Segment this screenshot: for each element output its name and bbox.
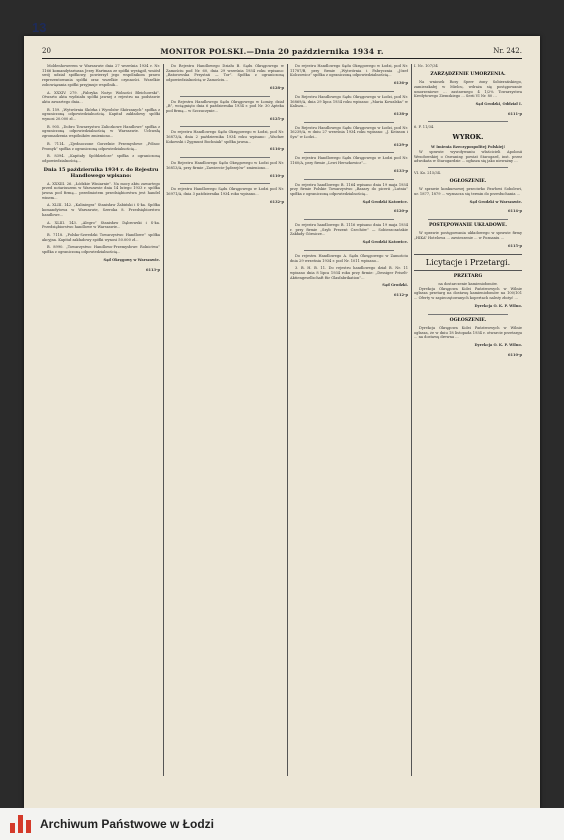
section-heading-large: Licytacje i Przetargi. xyxy=(414,254,522,271)
court-signature: Sąd Okręgowy w Warszawie. xyxy=(103,257,160,262)
notice-text: A. XXXIII. 26. „Łódzkie Winiarnie”. Na mocy aktu zawartego przed notariuszem w Warszawie dnia 14 lutego 1933 r. spółka jawna pod firmą... przedmiotem przedsiębiorstwa jest handel winem... xyxy=(42,181,160,200)
notice-text: Do Rejestru Handlowego Sądu Okręgowego w Łomży, dział „B”, wciągnięto dnia 6 października 1934 r. pod Nr. 30 Apteka pod firmą... w Szczuczynie... xyxy=(166,99,284,113)
notice-ref: 6112-p xyxy=(393,293,408,298)
signature: Dyrekcja O. K. P. Wilno. xyxy=(474,343,522,348)
notice-text: Do rejestru Handlowego Sądu Okręgowego w Łodzi pod Nr. 16971/A, dnia 3 października 1934 roku wpisano... xyxy=(166,187,284,196)
notice-ref: 6115-p xyxy=(507,243,522,248)
archive-footer xyxy=(0,808,564,840)
divider xyxy=(428,121,508,122)
notice-text: 3. B. H. B. 11. Do rejestru handlowego dział B. Nr. 11 wpisano dnia 8 lipca 1934 roku przy firmie: „Dessiger Priselt-Aktiengesellschaft für Glasfabrikation”... xyxy=(290,266,408,280)
page-number: 20 xyxy=(42,47,51,55)
divider xyxy=(180,96,270,97)
section-heading: POSTĘPOWANIE UKŁADOWE. xyxy=(428,222,508,228)
notice-text: Na wniosek Rosy Sperr żony Sobierańskiego, zamieszkałej w Mielcu, wdraża się postępowanie umorzeniowe ... zastawnego 4 1/2% Towarzystwa Kredytowego Ziemskiego ... Serii VI Nr. 80 ... xyxy=(414,80,522,99)
notice-text: Dyrekcja Okręgowa Kolei Państwowych w Wilnie ogłasza przetarg na dostawę kamieniołomów na 100/101 ... Oferty w zapieczętowanych kopertach należy złożyć ... xyxy=(414,286,522,301)
page-header xyxy=(42,44,522,59)
column-4 xyxy=(414,64,522,776)
notice-ref: 6128-p xyxy=(269,85,284,90)
notice-text: W sprawie wywoływaniu właścicieli Apolonii Wesołowskiej o Oswaniny, powiat Starogard, inst. przez adwokata w Starogardzie ... ogłasza się jako nieważny ... xyxy=(414,149,522,164)
divider xyxy=(180,126,270,127)
column-1 xyxy=(42,64,160,776)
notice-text: Do Rejestru Handlowego Sądu Okręgowego w Łodzi, pod Nr. 16869/A, dnia 29 lipca 1934 roku wpisano: „Maria Kowalska” w Kaliszu... xyxy=(290,94,408,109)
notice-text: Do rejestru Handlowego Sądu Okręgowego w Łodzi pod Nr. 1160/A, przy firmie „Lewi Herszkowicz”... xyxy=(290,156,408,166)
column-divider xyxy=(411,64,412,776)
notice-ref: 6110-p xyxy=(507,352,522,357)
court-signature: Sąd Grodzki. xyxy=(382,283,408,288)
divider xyxy=(304,122,394,123)
notice-text: B. 159. „Wytwórnia Skórka i Wyrobów Skórzanych” spółka z ograniczoną odpowiedzialnością. Kapitał zakładowy spółki wynosi 20.000 zł... xyxy=(42,107,160,122)
case-number: I. Nc. 107/34 xyxy=(414,64,438,68)
notice-ref: 6111-p xyxy=(507,111,522,116)
notice-text: A. XLIII. 143. „Alegro” Stanisław Dąbrowski i S-ka. Przedsiębiorstwo handlowe w Warszawie... xyxy=(42,220,160,230)
section-heading: Dnia 15 października 1934 r. do Rejestru Handlowego wpisano: xyxy=(43,166,159,179)
notice-ref: 6132-p xyxy=(269,199,284,204)
notice-text: Do rejestru handlowego B. 1116 wpisano dnia 19 maja 1934 r. przy firmie „Szyb Prezent Czechów” — Sobieszczańskie Zakłady Górnicze... xyxy=(290,223,408,237)
publication-title: MONITOR POLSKI.—Dnia 20 października 1934 r. xyxy=(160,46,384,56)
case-number: 6. F. 11/34. xyxy=(414,125,435,130)
divider xyxy=(304,91,394,92)
notice-text: B. 8394. „Kapitały Spółdzielcze” spółka z ograniczoną odpowiedzialnością... xyxy=(42,154,160,163)
notice-text: Moldenhowerem w Warszawie dnia 27 września 1934 r. Nr. 1166 komandytariusza Jerzy Hartman ze spółki wystąpił, wniósł swój udział spółkowy, powierzył jego wspólnikom prawo reprezentowania spółki oraz wszelkie czynności. Wszelkie zobowiązania spółki przyjmuje wspólnik... xyxy=(42,64,160,87)
section-subheading: W Imienia Rzeczypospolitej Polskiej! xyxy=(430,145,506,150)
divider xyxy=(304,250,394,251)
court-signature: Sąd Grodzki Katowice. xyxy=(362,240,408,245)
divider xyxy=(428,167,508,168)
notice-text: A. XLIII. 142. „Kaliniegra” Stanisław Żabiński i S-ka. Spółka komandytowa w Warszawie, Szeroka 8. Przedsiębiorstwo handlowe... xyxy=(42,203,160,217)
notice-ref: 6114-p xyxy=(507,209,522,214)
notice-ref: 6136-p xyxy=(393,81,408,86)
section-heading: OGŁOSZENIE. xyxy=(449,178,487,184)
divider xyxy=(180,157,270,158)
notice-text: B. 905. „Dobro Towarzystwo Zaliczkowe Handlowe” spółka z ograniczoną odpowiedzialnością w Warszawie. Uchwałą zgromadzenia wspólników zmieniono... xyxy=(42,124,160,139)
archive-name: Archiwum Państwowe w Łodzi xyxy=(40,817,215,831)
section-heading: ZARZĄDZENIE UMORZENIA. xyxy=(430,71,506,77)
divider xyxy=(428,314,508,315)
column-2 xyxy=(166,64,284,776)
notice-ref: 6116-p xyxy=(269,147,284,152)
signature: Dyrekcja O. K. P. Wilno. xyxy=(474,303,522,308)
divider xyxy=(428,219,508,220)
notice-text: Do rejestru handlowego B. 1164 wpisano dnia 19 maja 1934 przy firmie Polskie Towarzystwo „Bazary do picerii „Lutnia” spółka z ograniczoną odpowiedzialnością... xyxy=(290,182,408,196)
court-signature: Sąd Grodzki w Warszawie. xyxy=(469,199,522,204)
notice-ref: 6133-p xyxy=(393,168,408,173)
archive-logo-icon xyxy=(10,815,32,833)
notice-ref: 6120-p xyxy=(393,209,408,214)
notice-ref: 6110-p xyxy=(269,173,284,178)
notice-text: Do rejestru Handlowego Sądu Okręgowego w Łodzi, pod Nr. 11787/B, przy firmie „Wytwórnia i Fabrycznia „Józef Kolczowicz” spółka z ograniczoną odpowiedzialnością... xyxy=(290,64,408,78)
notice-text: W sprawie postępowania układowego w sprawie firmy „HIKA” Hotelowa ... zawieszenie ... w Poznaniu ... xyxy=(414,231,522,241)
notice-text: Do Rejestru Handlowego Działu B. Sądu Okręgowego w Zamościu pod Nr. 60, dnia 29 września 1934 roku wpisano: „Batorowska Przystań — Tor”. Spółka z ograniczoną odpowiedzialnością w Zamościu... xyxy=(166,64,284,83)
section-heading: WYROK. xyxy=(452,133,484,142)
notice-text: Do Rejestru Handlowego Sądu Okręgowego w Łodzi, pod Nr. 16239/A, w dniu 27 września 1934 roku wpisano: „J. Keinson i Syn” w Łodzi... xyxy=(290,125,408,140)
column-divider xyxy=(287,64,288,776)
divider xyxy=(304,152,394,153)
section-heading: PRZETARG xyxy=(453,273,483,279)
notice-text: B. 7114. „Zjednoczone Gorzelnie Przemysłowe „Pólnoc Promyk” spółka z ograniczoną odpowiedzialnością... xyxy=(42,141,160,151)
notice-ref: 6138-p xyxy=(393,111,408,116)
court-signature: Sąd Grodzki, Oddział I. xyxy=(475,102,522,107)
notice-text: Do Rejestru Handlowego Sądu Okręgowego w Łodzi pod Nr. 16813/A, przy firmie „Zawiercie-Jędrzejów” zmieniono... xyxy=(166,161,284,170)
notice-text: Dyrekcja Okręgowa Kolei Państwowych w Wilnie ogłasza, że w dniu 18 listopada 1934 r. otwarcie przetargu ... na dostawę drewna ... xyxy=(414,326,522,340)
court-signature: Sąd Grodzki Katowice. xyxy=(362,199,408,204)
column-divider xyxy=(163,64,164,776)
case-number: VI. Ko. 215/34. xyxy=(414,170,442,175)
section-subheading: na dostarczenie kamieniołomów. xyxy=(438,282,498,287)
notice-ref: 6129-p xyxy=(393,142,408,147)
divider xyxy=(304,179,394,180)
divider xyxy=(180,183,270,184)
notice-text: Do rejestru Handlowego Sądu Okręgowego w Łodzi, pod Nr. 16873/A, dnia 2 października 1934 roku wpisano: „Wacław Kokowski i Zygmunt Bochniak” spółka jawna... xyxy=(166,130,284,144)
notice-text: W sprawie konkursowej przeciwko Pawłowi Sobolewi, ur. 1877, 1879 ... wyznacza się termin do przesłuchania ... xyxy=(414,187,522,196)
archive-handwritten-number: 13 xyxy=(32,20,47,35)
notice-ref: 6125-p xyxy=(269,116,284,121)
notice-text: Do rejestru Handlowego A. Sądu Okręgowego w Zamościu dnia 29 września 1934 r. pod Nr. 1011 wpisano... xyxy=(290,253,408,263)
notice-text: A. XXXIV. 279. „Fabryka Nożyc Wolności Bleichowski”. Otwarto akta wydziału spółki jawnej z rejestru na podstawie aktu zawartego dnia... xyxy=(42,90,160,104)
issue-number: Nr. 242. xyxy=(493,47,522,55)
notice-text: B. 8990. „Towarzystwo Handlowo-Przemysłowe Rolnictwa” spółka z ograniczoną odpowiedzialnością... xyxy=(42,245,160,255)
column-3 xyxy=(290,64,408,776)
section-heading: OGŁOSZENIE. xyxy=(449,317,487,323)
divider xyxy=(304,219,394,220)
notice-ref: 6113-p xyxy=(145,267,160,272)
notice-text: B. 7118. „Polsko-Szwedzki Towarzystwo Handlowe” spółka akcyjna. Kapitał zakładowy spółki wynosi 50.000 zł... xyxy=(42,232,160,242)
